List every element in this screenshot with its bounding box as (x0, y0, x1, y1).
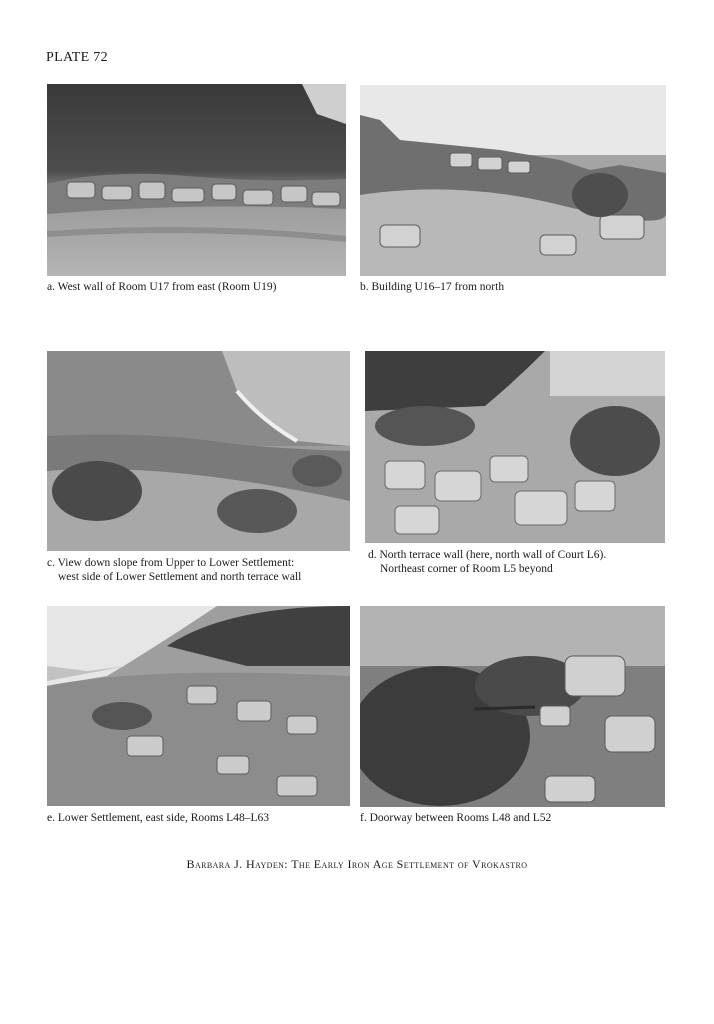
photo-b (360, 85, 666, 276)
caption-d-line-1: d. North terrace wall (here, north wall of Court L6). (368, 549, 607, 561)
photo-c (47, 351, 350, 551)
photo-e (47, 606, 350, 806)
plate-number: PLATE 72 (46, 50, 108, 65)
caption-b: b. Building U16–17 from north (360, 281, 505, 293)
caption-c-line-1: c. View down slope from Upper to Lower Settlement: (47, 557, 295, 569)
photo-f (360, 606, 665, 807)
caption-d-line-2: Northeast corner of Room L5 beyond (380, 563, 553, 575)
caption-e: e. Lower Settlement, east side, Rooms L48–L63 (47, 812, 269, 824)
caption-c-line-2: west side of Lower Settlement and north terrace wall (58, 571, 302, 583)
footer-title: Barbara J. Hayden: The Early Iron Age Settlement of Vrokastro (186, 857, 528, 871)
caption-f: f. Doorway between Rooms L48 and L52 (360, 812, 552, 824)
caption-c (47, 556, 301, 584)
photo-d (365, 351, 665, 543)
photo-a (47, 84, 346, 276)
caption-a: a. West wall of Room U17 from east (Room U19) (47, 281, 277, 293)
caption-d (368, 548, 606, 576)
